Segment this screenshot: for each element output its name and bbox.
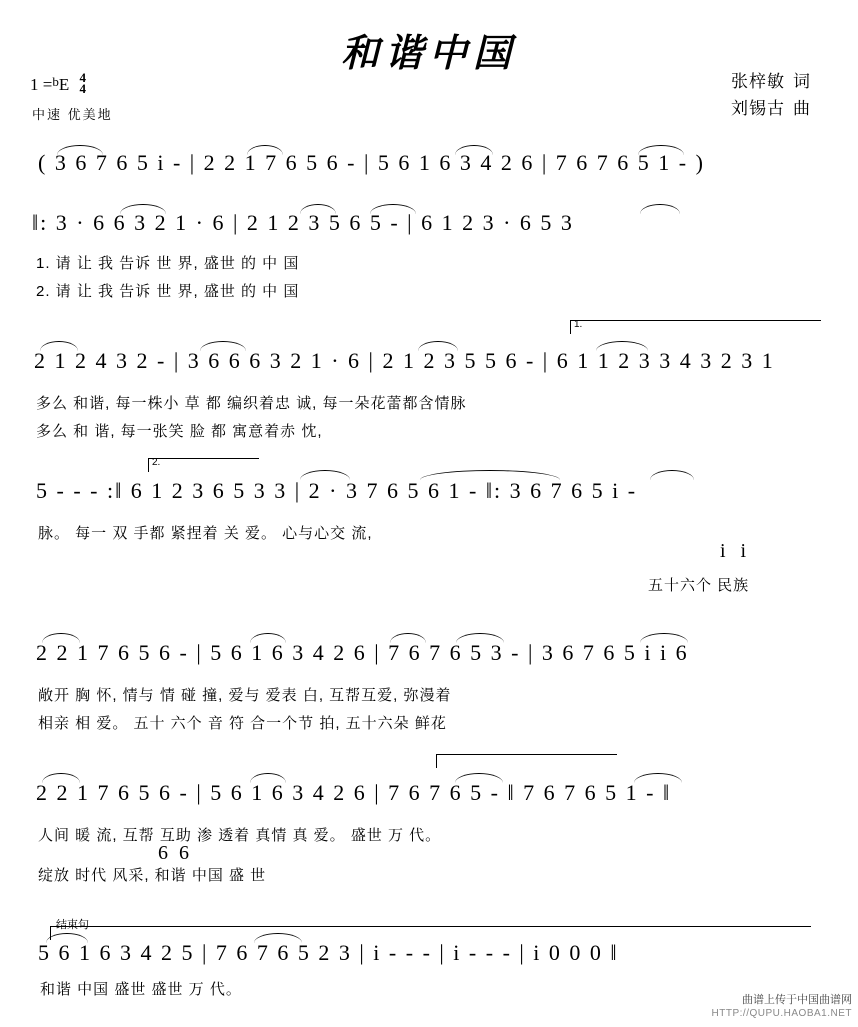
footer-url: HTTP://QUPU.HAOBA1.NET [711,1008,852,1019]
notes-line-1: ‖: 3 · 6 6 3 2 1 · 6 | 2 1 2 3 5 6 5 - | 6 1 2 3 · 6 5 3 [32,210,574,235]
notes-line-5-extra: 6 6 [158,842,192,864]
key-label: 1 = [30,75,53,94]
second-ending-bracket [148,458,259,472]
notes-line-3-extra: i i [720,540,752,562]
tie-mark [250,633,286,643]
key-note: E [58,75,70,94]
notes-line-3: 5 - - - :‖ 6 1 2 3 6 5 3 3 | 2 · 3 7 6 5 6 1 - ‖: 3 6 7 6 5 i - [36,478,638,503]
lyric-line-5-verse-1: 人间 暖 流, 互帮 互助 渗 透着 真情 真 爱。 盛世 万 代。 [38,827,442,844]
notes-line-5: 2 2 1 7 6 5 6 - | 5 6 1 6 3 4 2 6 | 7 6 7 6 5 - ‖ 7 6 7 6 5 1 - ‖ [36,780,672,805]
meter-denominator: 4 [79,81,86,96]
tie-mark [370,204,416,214]
tie-mark [596,341,648,351]
lyric-line-2-verse-2: 多么 和 谐, 每一张笑 脸 都 寓意着赤 忱, [36,423,323,440]
notes-line-4: 2 2 1 7 6 5 6 - | 5 6 1 6 3 4 2 6 | 7 6 7 6 5 3 - | 3 6 7 6 5 i i 6 [36,640,689,665]
tie-mark [420,470,560,480]
lyric-line-4-verse-2: 相亲 相 爱。 五十 六个 音 符 合一个节 拍, 五十六朵 鲜花 [38,715,447,732]
first-ending-bracket [570,320,821,334]
lyric-line-5-verse-2: 绽放 时代 风采, 和谐 中国 盛 世 [38,867,267,884]
tie-mark [42,773,80,783]
time-signature [79,72,86,94]
tie-mark [57,145,103,155]
tie-mark [640,204,680,214]
notes-coda: 5 6 1 6 3 4 2 5 | 7 6 7 6 5 2 3 | i - - - | i - - - | i 0 0 0 ‖ [38,940,619,965]
tie-mark [640,633,688,643]
ending-label: 2. [152,457,161,468]
meter-numerator: 4 [79,70,86,85]
lyric-line-4-verse-1: 敞开 胸 怀, 情与 情 碰 撞, 爱与 爱表 白, 互帮互爱, 弥漫着 [38,687,452,704]
footer-watermark [712,993,852,1021]
credit-lyricist [731,68,810,95]
tie-mark [455,773,503,783]
tie-mark [250,773,286,783]
lyric-line-3-verse-2: 五十六个 民族 [648,577,750,594]
credit-composer [731,95,810,122]
tie-mark [634,773,682,783]
tie-mark [390,633,426,643]
lyricist-role: 词 [793,72,810,91]
ending-label: 1. [574,319,583,330]
lyric-line-1-verse-1: 1. 请 让 我 告诉 世 界, 盛世 的 中 国 [36,255,300,272]
lyric-line-3-verse-1: 脉。 每一 双 手都 紧捏着 关 爱。 心与心交 流, [38,525,373,542]
tie-mark [456,633,504,643]
tie-mark [638,145,684,155]
key-signature [30,72,86,95]
notes-intro: ( 3 6 7 6 5 i - | 2 2 1 7 6 5 6 - | 5 6 1 6 3 4 2 6 | 7 6 7 6 5 1 - ) [38,150,705,175]
page-title: 和谐中国 [340,33,517,75]
lyric-line-2-verse-1: 多么 和谐, 每一株小 草 都 编织着忠 诚, 每一朵花蕾都含情脉 [36,395,467,412]
lyric-line-1-verse-2: 2. 请 让 我 告诉 世 界, 盛世 的 中 国 [36,283,300,300]
tie-mark [42,633,80,643]
tie-mark [40,341,78,351]
coda-label: 结束句 [56,919,89,931]
tie-mark [300,204,336,214]
ending-bracket-line-5 [436,754,617,768]
tie-mark [650,470,694,480]
flat-icon: b [52,74,59,89]
footer-line-1: 曲谱上传于中国曲谱网 [742,994,852,1006]
tie-mark [120,204,166,214]
tie-mark [247,145,283,155]
tie-mark [200,341,246,351]
tie-mark [418,341,458,351]
credits [731,68,810,122]
notes-line-2: 2 1 2 4 3 2 - | 3 6 6 6 3 2 1 · 6 | 2 1 2 3 5 5 6 - | 6 1 1 2 3 3 4 3 2 3 1 [34,348,775,373]
tie-mark [455,145,493,155]
lyricist-name: 张梓敏 [731,72,785,91]
composer-name: 刘锡古 [731,99,785,118]
lyric-coda: 和谐 中国 盛世 盛世 万 代。 [40,981,242,998]
tie-mark [300,470,350,480]
coda-bracket [50,926,811,940]
tempo-marking: 中速 优美地 [32,107,113,122]
composer-role: 曲 [793,99,810,118]
